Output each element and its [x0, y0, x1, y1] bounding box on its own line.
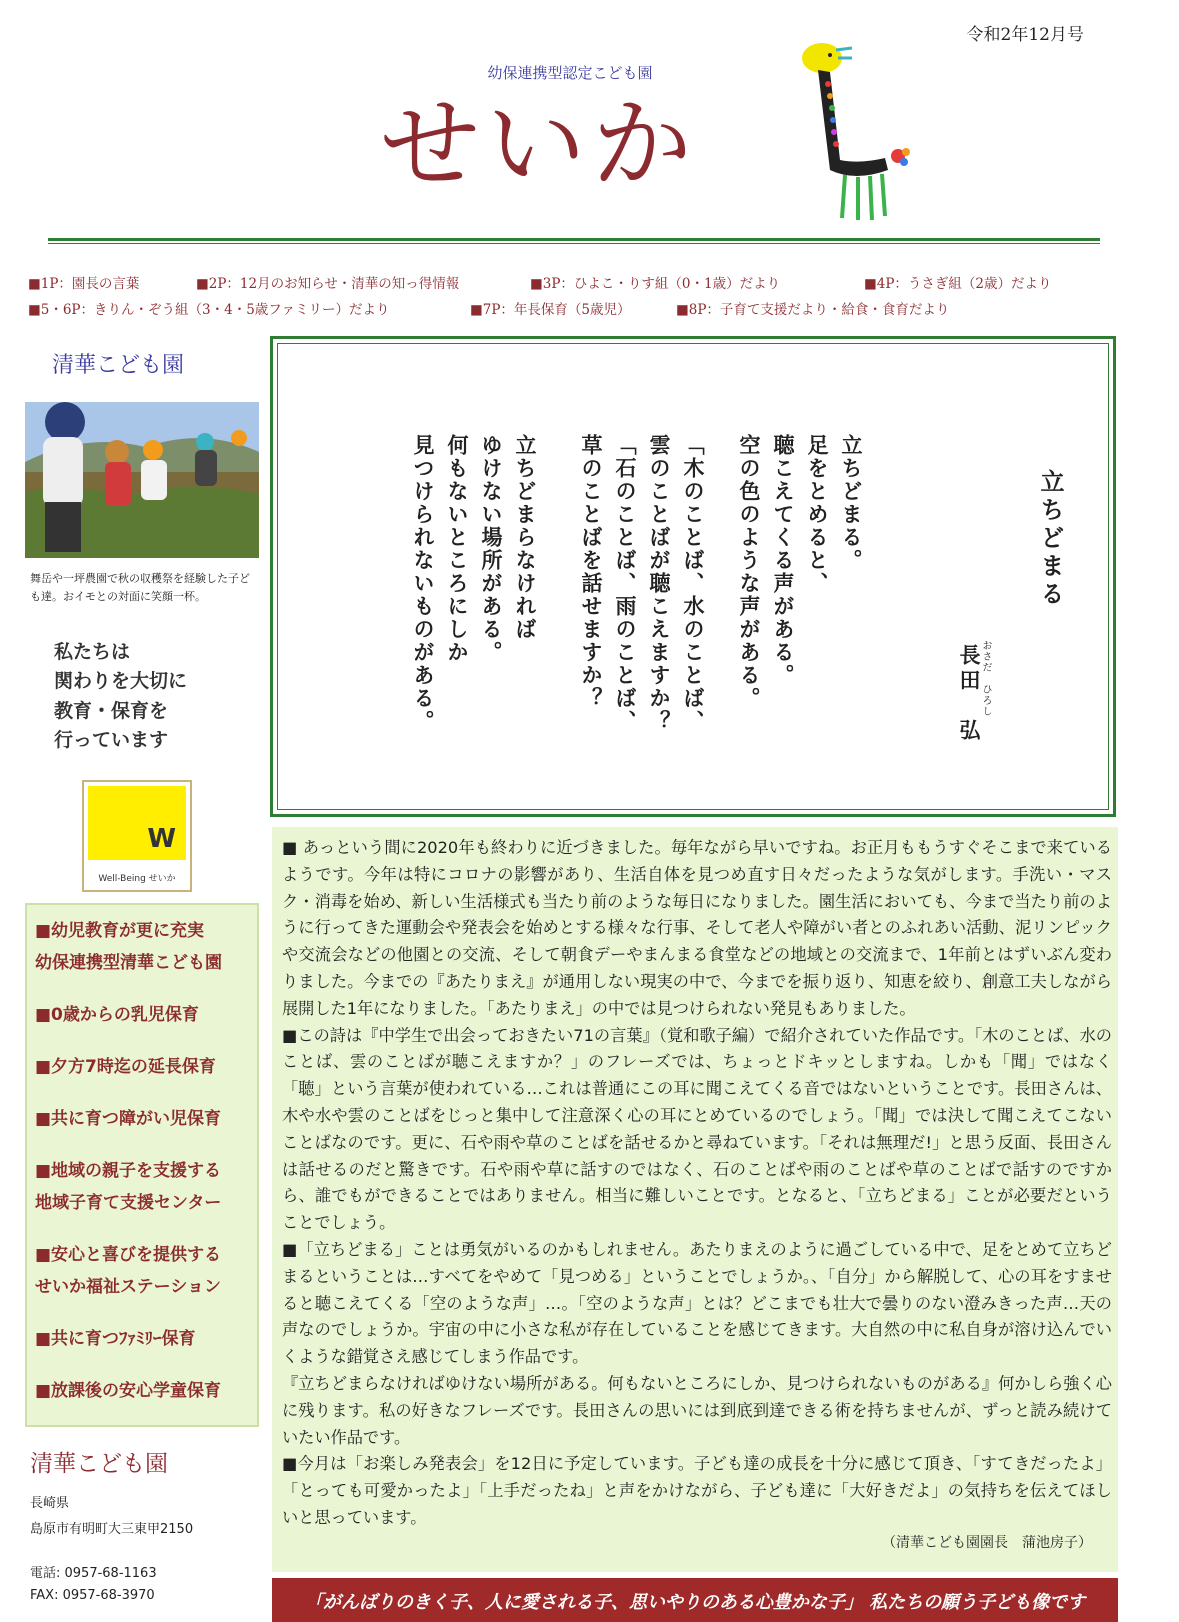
- logo-text: Well-Being せいか: [98, 874, 176, 884]
- feature-item: ■共に育つ障がい児保育: [35, 1109, 222, 1129]
- essay-paragraph: ■「立ちどまる」ことは勇気がいるのかもしれません。あたりまえのように過ごしている中で、足をとめて立ちどまるということは…すべてをやめて「見つめる」ということでしょうか。、「自分」から解脱して、心の耳をすませると聴こえてくる「空のような声」…。「空のような声」とは？どこまでも壮大で曇りのない澄みきった声…天の声なのでしょうか。宇宙の中に小さな私が存在していることを感じてきます。大自然の中に私自身が溶け込んでいくような錯覚さえ感じてしまう作品です。: [282, 1239, 1112, 1367]
- poem-line: 何もないところにしか: [445, 434, 469, 664]
- essay-paragraph: ■この詩は『中学生で出会っておきたい71の言葉』（覚和歌子編）で紹介されていた作品です。「木のことば、水のことば、雲のことばが聴こえますか？」のフレーズでは、ちょっとドキッとしますね。しかも「聞」ではなく「聴」という言葉が使われている…これは普通にこの耳に聞こえてくる音ではないということです。長田さんは、木や水や雲のことばをじっと集中して注意深く心の耳にとめているのでしょう。「聞」では決して聞こえてこないことばなのです。更に、石や雨や草のことばを話せるかと尋ねています。「それは無理だ!」と思う反面、長田さんは話せるのだと驚きです。石や雨や草に話すのではなく、石のことばや雨のことばや草のことばで話すのですから、誰でもができることではありません。相当に難しいことです。となると、「立ちどまる」ことが必要だということでしょう。: [282, 1025, 1112, 1233]
- poem-line: 雲のことばが聴こえますか？: [647, 434, 671, 733]
- essay-paragraph: ■今月は「お楽しみ発表会」を12日に予定しています。子ども達の成長を十分に感じて頂き、「すてきだったよ」「とっても可愛かったよ」「上手だったね」と声をかけながら、子ども達に「大好きだよ」の気持ちを伝えてほしいと思っています。: [282, 1454, 1112, 1527]
- toc-item: ■8P：子育て支援だより・給食・食育だより: [676, 302, 950, 318]
- newsletter-subtitle: 幼保連携型認定こども園: [487, 64, 653, 82]
- giraffe-illustration: [800, 40, 940, 225]
- photo-caption: 舞岳や一坪農園で秋の収穫祭を経験した子ども達。おイモとの対面に笑顔一杯。: [30, 572, 250, 603]
- giraffe-eye: [828, 53, 832, 57]
- feature-item: ■地域の親子を支援する 地域子育て支援センター: [35, 1161, 222, 1213]
- logo-yellow-square: [88, 786, 186, 860]
- sidebar-school-name: 清華こども園: [52, 353, 185, 378]
- feature-item: ■夕方7時迄の延長保育: [35, 1057, 216, 1077]
- header-rule: [48, 238, 1100, 244]
- poem-title: 立ちどまる: [1036, 469, 1064, 609]
- features-panel: [25, 903, 259, 1427]
- contact-phone: 電話: 0957-68-1163: [30, 1566, 157, 1581]
- feature-item: ■幼児教育が更に充実 幼保連携型清華こども園: [35, 921, 222, 973]
- poem-line: 足をとめると、: [805, 434, 829, 595]
- toc-item: ■7P：年長保育（5歳児）: [470, 302, 631, 318]
- well-being-logo: [82, 780, 192, 892]
- poem-author-ruby: おさだ ひろし: [980, 640, 991, 717]
- feature-item: ■放課後の安心学童保育: [35, 1381, 222, 1401]
- feature-item: ■共に育つﾌｧﾐﾘｰ保育: [35, 1329, 196, 1349]
- issue-date: 令和2年12月号: [966, 25, 1084, 45]
- poem-frame: [270, 336, 1116, 817]
- essay-paragraph: ■ あっという間に2020年も終わりに近づきました。毎年ながら早いですね。お正月ももうすぐそこまで来ているようです。今年は特にコロナの影響があり、生活自体を見つめ直す日々だったような気がします。手洗い・マスク・消毒を始め、新しい生活様式も当たり前のような毎日になりました。園生活においても、今まで当たり前のように行ってきた運動会や発表会を始めとする様々な行事、そして老人や障がい者とのふれあい活動、泥リンピックや交流会などの他園との交流、そして朝食デーやまんまる食堂などの地域との交流まで、1年前とはずいぶん変わりました。今までの『あたりまえ』が通用しない現実の中で、今までを振り返り、知恵を絞り、創意工夫しながら展開した1年になりました。「あたりまえ」の中では見つけられない発見もありました。: [282, 838, 1112, 1018]
- poem-line: 見つけられないものがある。: [411, 434, 435, 733]
- principal-essay: [272, 827, 1118, 1572]
- poem-line: 空の色のような声がある。: [737, 434, 761, 710]
- poem-line: 「木のことば、水のことば、: [681, 434, 705, 733]
- toc-item: ■3P：ひよこ・りす組（0・1歳）だより: [530, 276, 781, 292]
- feature-item: ■0歳からの乳児保育: [35, 1005, 199, 1025]
- poem-inner-frame: [277, 343, 1109, 810]
- contact-prefecture: 長崎県: [30, 1496, 70, 1511]
- toc-item: ■2P：12月のお知らせ・清華の知っ得情報: [196, 276, 460, 292]
- mission-line: 教育・保育を: [54, 699, 169, 722]
- poem-line: 草のことばを話せますか？: [579, 434, 603, 710]
- contact-school-name: 清華こども園: [30, 1451, 168, 1477]
- essay-signature: （清華こども園園長 蒲池房子）: [882, 1534, 1092, 1551]
- harvest-photo: [25, 402, 259, 558]
- toc-item: ■5・6P：きりん・ぞう組（3・4・5歳ファミリー）だより: [28, 302, 390, 318]
- poem-author: 長田 弘: [957, 644, 981, 744]
- contact-address: 島原市有明町大三東甲2150: [30, 1522, 194, 1537]
- newsletter-title: せいか: [380, 86, 698, 203]
- toc-item: ■1P：園長の言葉: [28, 276, 140, 292]
- mission-line: 行っています: [54, 729, 169, 752]
- poem-line: 立ちどまらなければ: [513, 434, 537, 641]
- poem-line: 聴こえてくる声がある。: [771, 434, 795, 687]
- essay-paragraph: 『立ちどまらなければゆけない場所がある。何もないところにしか、見つけられないものがある』何かしら強く心に残ります。私の好きなフレーズです。長田さんの思いには到底到達できる術を持ちませんが、ずっと読み続けていたい作品です。: [282, 1373, 1112, 1447]
- feature-item: ■安心と喜びを提供する せいか福祉ステーション: [35, 1245, 222, 1297]
- giraffe-head: [802, 43, 842, 73]
- mission-line: 関わりを大切に: [54, 670, 188, 693]
- mission-statement: [54, 638, 187, 756]
- motto-banner: 「がんばりのきく子、人に愛される子、思いやりのある心豊かな子」 私たちの願う子ども像です: [272, 1578, 1118, 1622]
- logo-mark: W: [147, 824, 176, 854]
- poem-line: ゆけない場所がある。: [479, 434, 503, 664]
- toc-item: ■4P：うさぎ組（2歳）だより: [864, 276, 1052, 292]
- contact-fax: FAX: 0957-68-3970: [30, 1588, 155, 1603]
- poem-line: 「石のことば、雨のことば、: [613, 434, 637, 733]
- mission-line: 私たちは: [54, 641, 131, 663]
- poem-line: 立ちどまる。: [839, 434, 863, 572]
